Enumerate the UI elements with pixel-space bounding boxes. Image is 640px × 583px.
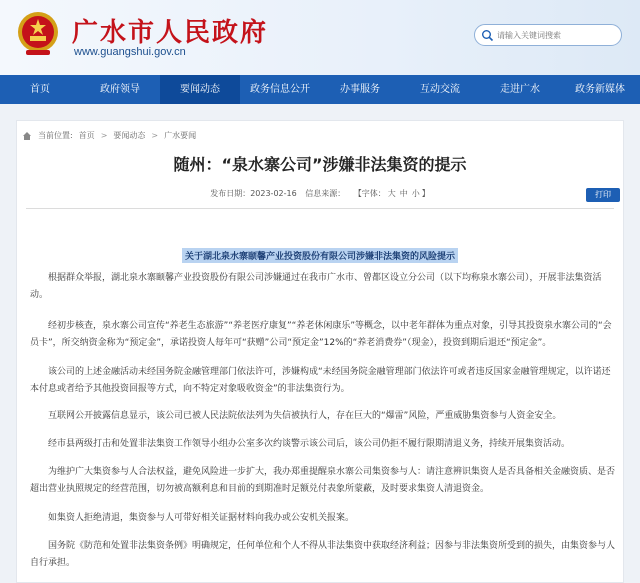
breadcrumb-item-local-news[interactable]: 广水要闻 [164,131,197,140]
search-input[interactable] [497,27,617,43]
nav-item-news[interactable]: 要闻动态 [160,75,240,104]
breadcrumb-item-news[interactable]: 要闻动态 [113,131,146,140]
site-header [0,0,640,75]
publish-date: 发布日期：2023-02-16 [210,189,297,198]
search-box[interactable] [474,24,622,46]
main-nav [0,75,640,104]
nav-item-new-media[interactable]: 政务新媒体 [575,84,625,95]
article-paragraph: 根据群众举报，湖北泉水寨颐馨产业投资股份有限公司涉嫌通过在我市广水市、曾都区设立分公司（以下均称泉水寨公司），开展非法集资活动。 [30,273,602,300]
site-title[interactable]: 广水市人民政府 [72,18,269,48]
breadcrumb [22,130,196,141]
font-large-button[interactable]: 大 [387,189,396,198]
article-meta [0,188,640,199]
nav-item-home[interactable]: 首页 [30,84,50,95]
article-paragraph: 该公司的上述金融活动未经国务院金融管理部门依法许可，涉嫌构成“未经国务院金融管理部门依法许可或者违反国家金融管理规定，以许诺还本付息或者给予其他投资回报等方式，向不特定对象吸收资金”的非法集资行为。 [30,367,611,394]
print-button[interactable]: 打印 [586,188,620,202]
info-source: 信息来源： [305,189,346,198]
national-emblem-icon [16,10,60,58]
article-paragraph: 为维护广大集资参与人合法权益，避免风险进一步扩大，我办郑重提醒泉水寨公司集资参与人：请注意辨识集资人是否具备相关金融资质、是否超出营业执照规定的经营范围，切勿被高额利息和目前的到期准时足额兑付表象所蒙蔽，及时要求集资人清退资金。 [30,467,616,494]
article-paragraph: 国务院《防范和处置非法集资条例》明确规定，任何单位和个人不得从非法集资中获取经济利益；因参与非法集资所受到的损失，由集资参与人自行承担。 [30,541,616,568]
font-small-button[interactable]: 小 [411,189,420,198]
article-subtitle: 关于湖北泉水寨颐馨产业投资股份有限公司涉嫌非法集资的风险提示 [182,248,458,263]
font-size-control [354,189,430,198]
divider [26,208,614,209]
article-paragraph: 经市县两级打击和处置非法集资工作领导小组办公室多次约谈警示该公司后，该公司仍拒不履行限期清退义务，持续开展集资活动。 [48,439,571,449]
article-paragraph: 如集资人拒绝清退，集资参与人可带好相关证据材料向我办或公安机关报案。 [48,513,355,523]
breadcrumb-item-home[interactable]: 首页 [78,131,95,140]
font-size-label: 【字体： [353,189,386,198]
nav-item-leaders[interactable]: 政府领导 [100,84,140,95]
breadcrumb-separator: > [100,131,108,140]
article-paragraph: 经初步核查，泉水寨公司宣传“养老生态旅游”“养老医疗康复”“养老休闲康乐”等概念，以中老年群体为重点对象，引导其投资泉水寨公司的“会员卡”，所交纳资金称为“预定金”，承诺投资人每年可“获赠”公司“预定金”12%的“养老消费券”（现金），投资到期后退还“预定金”。 [30,321,612,348]
font-medium-button[interactable]: 中 [399,189,408,198]
location-icon [22,131,32,141]
article-title: 随州：“泉水寨公司”涉嫌非法集资的提示 [173,155,467,174]
site-domain: www.guangshui.gov.cn [74,46,186,58]
article-paragraph: 互联网公开披露信息显示，该公司已被人民法院依法列为失信被执行人，存在巨大的“爆雷”风险，严重威胁集资参与人资金安全。 [48,411,562,421]
nav-item-interaction[interactable]: 互动交流 [420,84,460,95]
subtitle-wrap [0,244,640,263]
nav-item-services[interactable]: 办事服务 [340,84,380,95]
nav-item-about-city[interactable]: 走进广水 [500,84,540,95]
breadcrumb-prefix: 当前位置: [38,131,73,140]
breadcrumb-separator: > [151,131,159,140]
nav-item-info-disclosure[interactable]: 政务信息公开 [250,84,310,95]
search-icon[interactable] [481,29,494,42]
font-size-bracket: 】 [421,189,430,198]
